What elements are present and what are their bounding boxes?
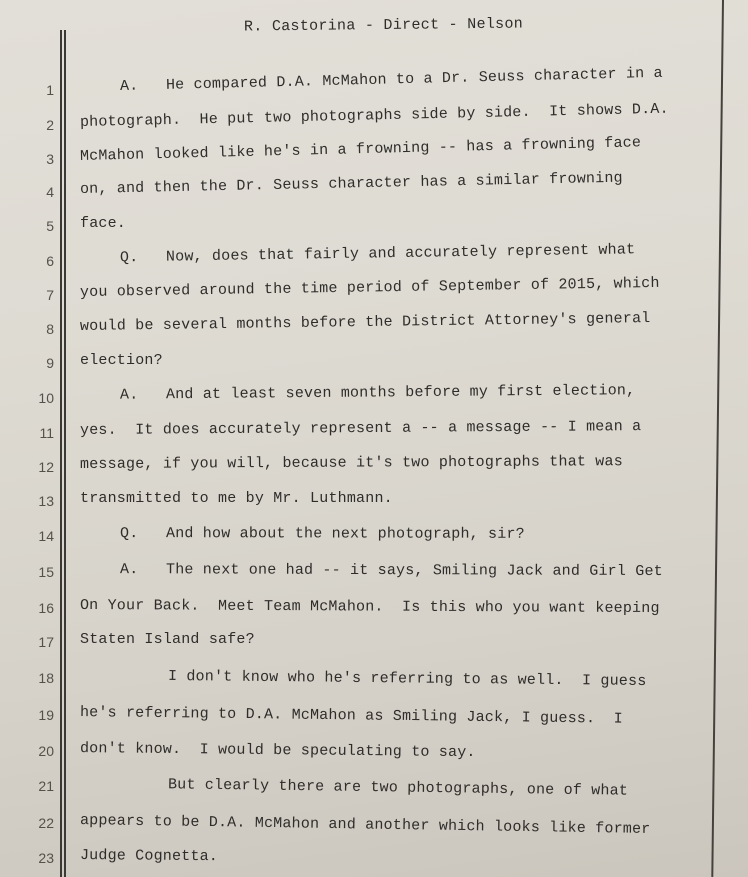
line-number: 20 bbox=[38, 743, 54, 759]
line-text: McMahon looked like he's in a frowning -- has a frowning face bbox=[79, 134, 642, 165]
line-number: 16 bbox=[38, 600, 54, 616]
line-text: would be several months before the District Attorney's general bbox=[79, 310, 651, 335]
transcript-line bbox=[0, 352, 748, 376]
line-number: 23 bbox=[38, 850, 54, 866]
line-number: 17 bbox=[38, 634, 54, 650]
transcript-line bbox=[0, 215, 748, 239]
transcript-line bbox=[0, 847, 748, 871]
line-text: photograph. He put two photographs side by side. It shows D.A. bbox=[79, 100, 669, 131]
line-number: 11 bbox=[39, 425, 54, 441]
line-number: 5 bbox=[46, 218, 54, 234]
line-text: you observed around the time period of September of 2015, which bbox=[79, 274, 660, 301]
transcript-line bbox=[0, 241, 748, 274]
line-number: 8 bbox=[46, 321, 54, 337]
line-text: face. bbox=[80, 215, 127, 232]
line-text: A. And at least seven months before my first election, bbox=[119, 382, 636, 404]
line-number: 9 bbox=[46, 355, 54, 371]
line-text: But clearly there are two photographs, one of what bbox=[167, 776, 629, 800]
transcript-line bbox=[0, 597, 748, 621]
transcript-line bbox=[0, 134, 748, 172]
transcript-line bbox=[0, 775, 748, 799]
line-number: 10 bbox=[38, 390, 54, 406]
line-text: A. The next one had -- it says, Smiling Jack and Girl Get bbox=[119, 561, 663, 581]
line-text: election? bbox=[80, 352, 163, 369]
line-text: Staten Island safe? bbox=[80, 631, 255, 648]
line-number: 19 bbox=[38, 707, 54, 723]
line-text: he's referring to D.A. McMahon as Smiling Jack, I guess. I bbox=[79, 704, 623, 728]
transcript-line bbox=[0, 667, 748, 691]
line-number: 2 bbox=[46, 117, 54, 133]
transcript-line bbox=[0, 740, 748, 764]
line-text: don't know. I would be speculating to say. bbox=[79, 740, 476, 762]
transcript-line bbox=[0, 310, 748, 342]
line-number: 13 bbox=[38, 493, 54, 509]
line-number: 14 bbox=[38, 528, 54, 544]
transcript-line bbox=[0, 169, 748, 205]
line-number: 1 bbox=[46, 82, 54, 98]
line-text: A. He compared D.A. McMahon to a Dr. Seuss character in a bbox=[119, 64, 663, 96]
transcript-line bbox=[0, 274, 748, 308]
line-number: 18 bbox=[38, 670, 54, 686]
transcript-line bbox=[0, 382, 748, 411]
line-text: Q. Now, does that fairly and accurately represent what bbox=[119, 241, 636, 267]
transcript-line bbox=[0, 453, 748, 480]
transcript-line bbox=[0, 64, 748, 103]
line-number: 15 bbox=[38, 564, 54, 580]
line-number: 21 bbox=[38, 778, 54, 794]
line-number: 12 bbox=[38, 459, 54, 475]
line-text: message, if you will, because it's two photographs that was bbox=[79, 453, 623, 473]
page-header: R. Castorina - Direct - Nelson bbox=[243, 15, 524, 36]
line-text: On Your Back. Meet Team McMahon. Is this who you want keeping bbox=[79, 597, 660, 618]
line-number: 6 bbox=[46, 253, 54, 269]
line-text: on, and then the Dr. Seuss character has a similar frowning bbox=[79, 169, 623, 198]
line-number: 22 bbox=[38, 815, 54, 831]
transcript-line bbox=[0, 525, 748, 549]
line-number: 4 bbox=[46, 184, 54, 200]
line-text: yes. It does accurately represent a -- a message -- I mean a bbox=[79, 418, 642, 439]
line-text: Q. And how about the next photograph, sir? bbox=[119, 525, 525, 543]
line-text: appears to be D.A. McMahon and another which looks like former bbox=[79, 812, 651, 838]
transcript-line bbox=[0, 631, 748, 655]
transcript-line bbox=[0, 490, 748, 514]
transcript-line bbox=[0, 704, 748, 728]
line-text: Judge Cognetta. bbox=[79, 847, 219, 866]
transcript-line bbox=[0, 812, 748, 836]
line-text: I don't know who he's referring to as well. I guess bbox=[167, 667, 647, 690]
line-number: 3 bbox=[46, 151, 54, 167]
transcript-line bbox=[0, 418, 748, 446]
transcript-line bbox=[0, 561, 748, 585]
line-text: transmitted to me by Mr. Luthmann. bbox=[80, 490, 393, 507]
line-number: 7 bbox=[46, 287, 54, 303]
